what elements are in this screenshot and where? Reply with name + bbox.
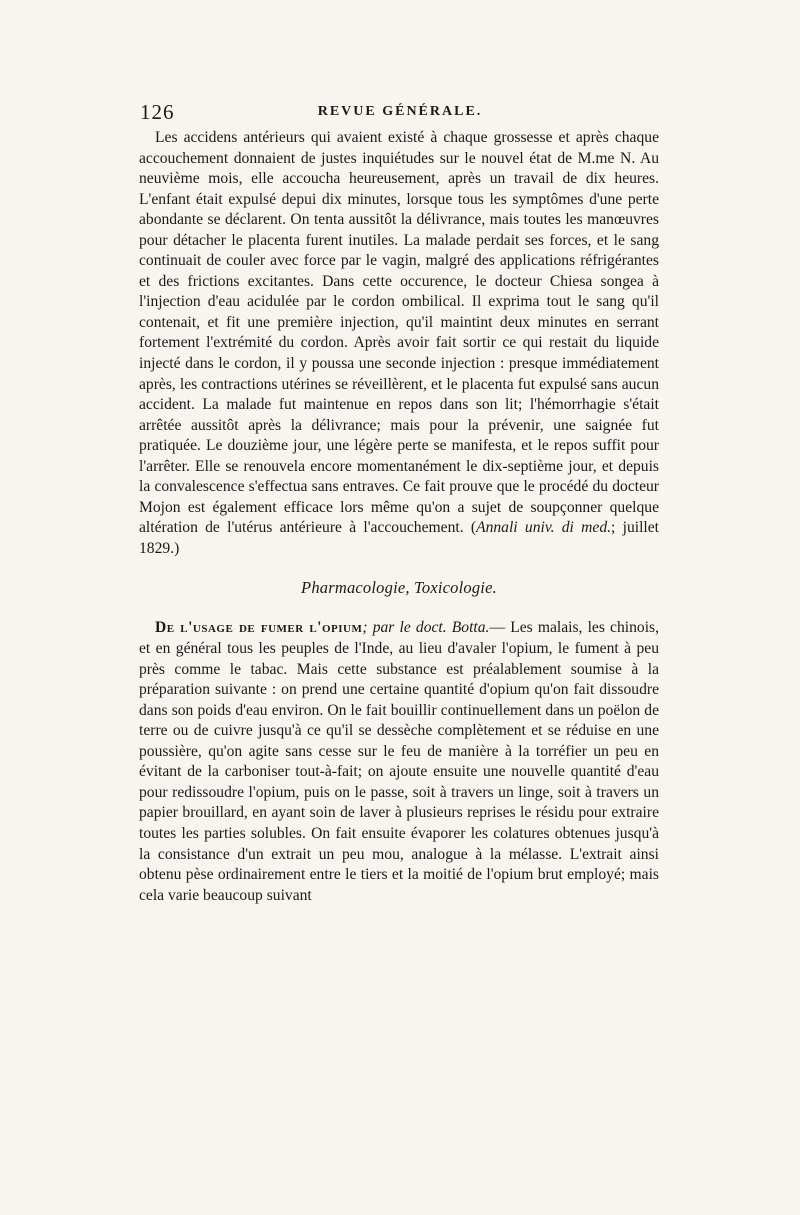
- page-header: [140, 100, 660, 124]
- article-text: — Les malais, les chinois, et en général tous les peuples de l'Inde, au lieu d'avaler l'opium, le fument à peu près comme le tabac. Mais cette substance est préalablement soumise à la préparation suivante : on prend une certaine quantité d'opium qu'on fait dissoudre dans son poids d'eau environ. On le fait bouillir continuellement dans un poëlon de terre ou de cuivre jusqu'à ce qu'il se dessèche complètement et se réduise en une poussière, qu'on agite sans cesse sur le feu de manière à la torréfier un peu en évitant de la carboniser tout-à-fait; on ajoute ensuite une nouvelle quantité d'eau pour redissoudre l'opium, puis on le passe, soit à travers un linge, soit à travers un papier brouillard, en ayant soin de laver à plusieurs reprises le résidu pour extraire toutes les parties solubles. On fait ensuite évaporer les colatures obtenues jusqu'à la consistance d'un extrait un peu mou, analogue à la mélasse. L'extrait ainsi obtenu pèse ordinairement entre le tiers et la moitié de l'opium brut employé; mais cela varie beaucoup suivant: [139, 619, 659, 904]
- case-report-paragraph: [139, 128, 659, 559]
- article-byline: ; par le doct. Botta.: [362, 619, 490, 637]
- source-citation-tail: ; juillet 1829.): [139, 519, 659, 557]
- section-heading: Pharmacologie, Toxicologie.: [301, 578, 497, 598]
- case-report-text: Les accidens antérieurs qui avaient existé à chaque grossesse et après chaque accouchement donnaient de justes inquiétudes sur le nouvel état de M.me N. Au neuvième mois, elle accoucha heureusement, après un travail de dix heures. L'enfant était expulsé depui dix minutes, lorsque tous les symptômes d'une perte abondante se déclarent. On tenta aussitôt la délivrance, mais toutes les manœuvres pour détacher le placenta furent inutiles. La malade perdait ses forces, et le sang continuait de couler avec force par le vagin, malgré des applications réfrigérantes et des frictions excitantes. Dans cette occurence, le docteur Chiesa songea à l'injection d'eau acidulée par le cordon ombilical. Il exprima tout le sang qu'il contenait, et fit une première injection, qu'il maintint deux minutes en serrant fortement l'extrémité du cordon. Après avoir fait sortir ce qui restait du liquide injecté dans le cordon, il y poussa une seconde injection : presque immédiatement après, les contractions utérines se réveillèrent, et le placenta fut expulsé sans aucun accident. La malade fut maintenue en repos dans son lit; l'hémorrhagie s'était arrêtée aussitôt après la délivrance; mais pour la prévenir, une saignée fut pratiquée. Le douzième jour, une légère perte se manifesta, et le repos suffit pour l'arrêter. Elle se renouvela encore momentanément le dix-septième jour, et depuis la convalescence s'effectua sans entraves. Ce fait prouve que le procédé du docteur Mojon est également efficace lors même qu'on a sujet de soupçonner quelque altération de l'utérus antérieure à l'accouchement. (: [139, 129, 659, 537]
- article-title: De l'usage de fumer l'opium: [155, 619, 363, 637]
- page-number: 126: [140, 100, 175, 124]
- source-citation: Annali univ. di med.: [476, 519, 612, 537]
- opium-article-paragraph: [139, 618, 659, 906]
- text-column: [139, 128, 659, 906]
- running-title: REVUE GÉNÉRALE.: [317, 104, 483, 119]
